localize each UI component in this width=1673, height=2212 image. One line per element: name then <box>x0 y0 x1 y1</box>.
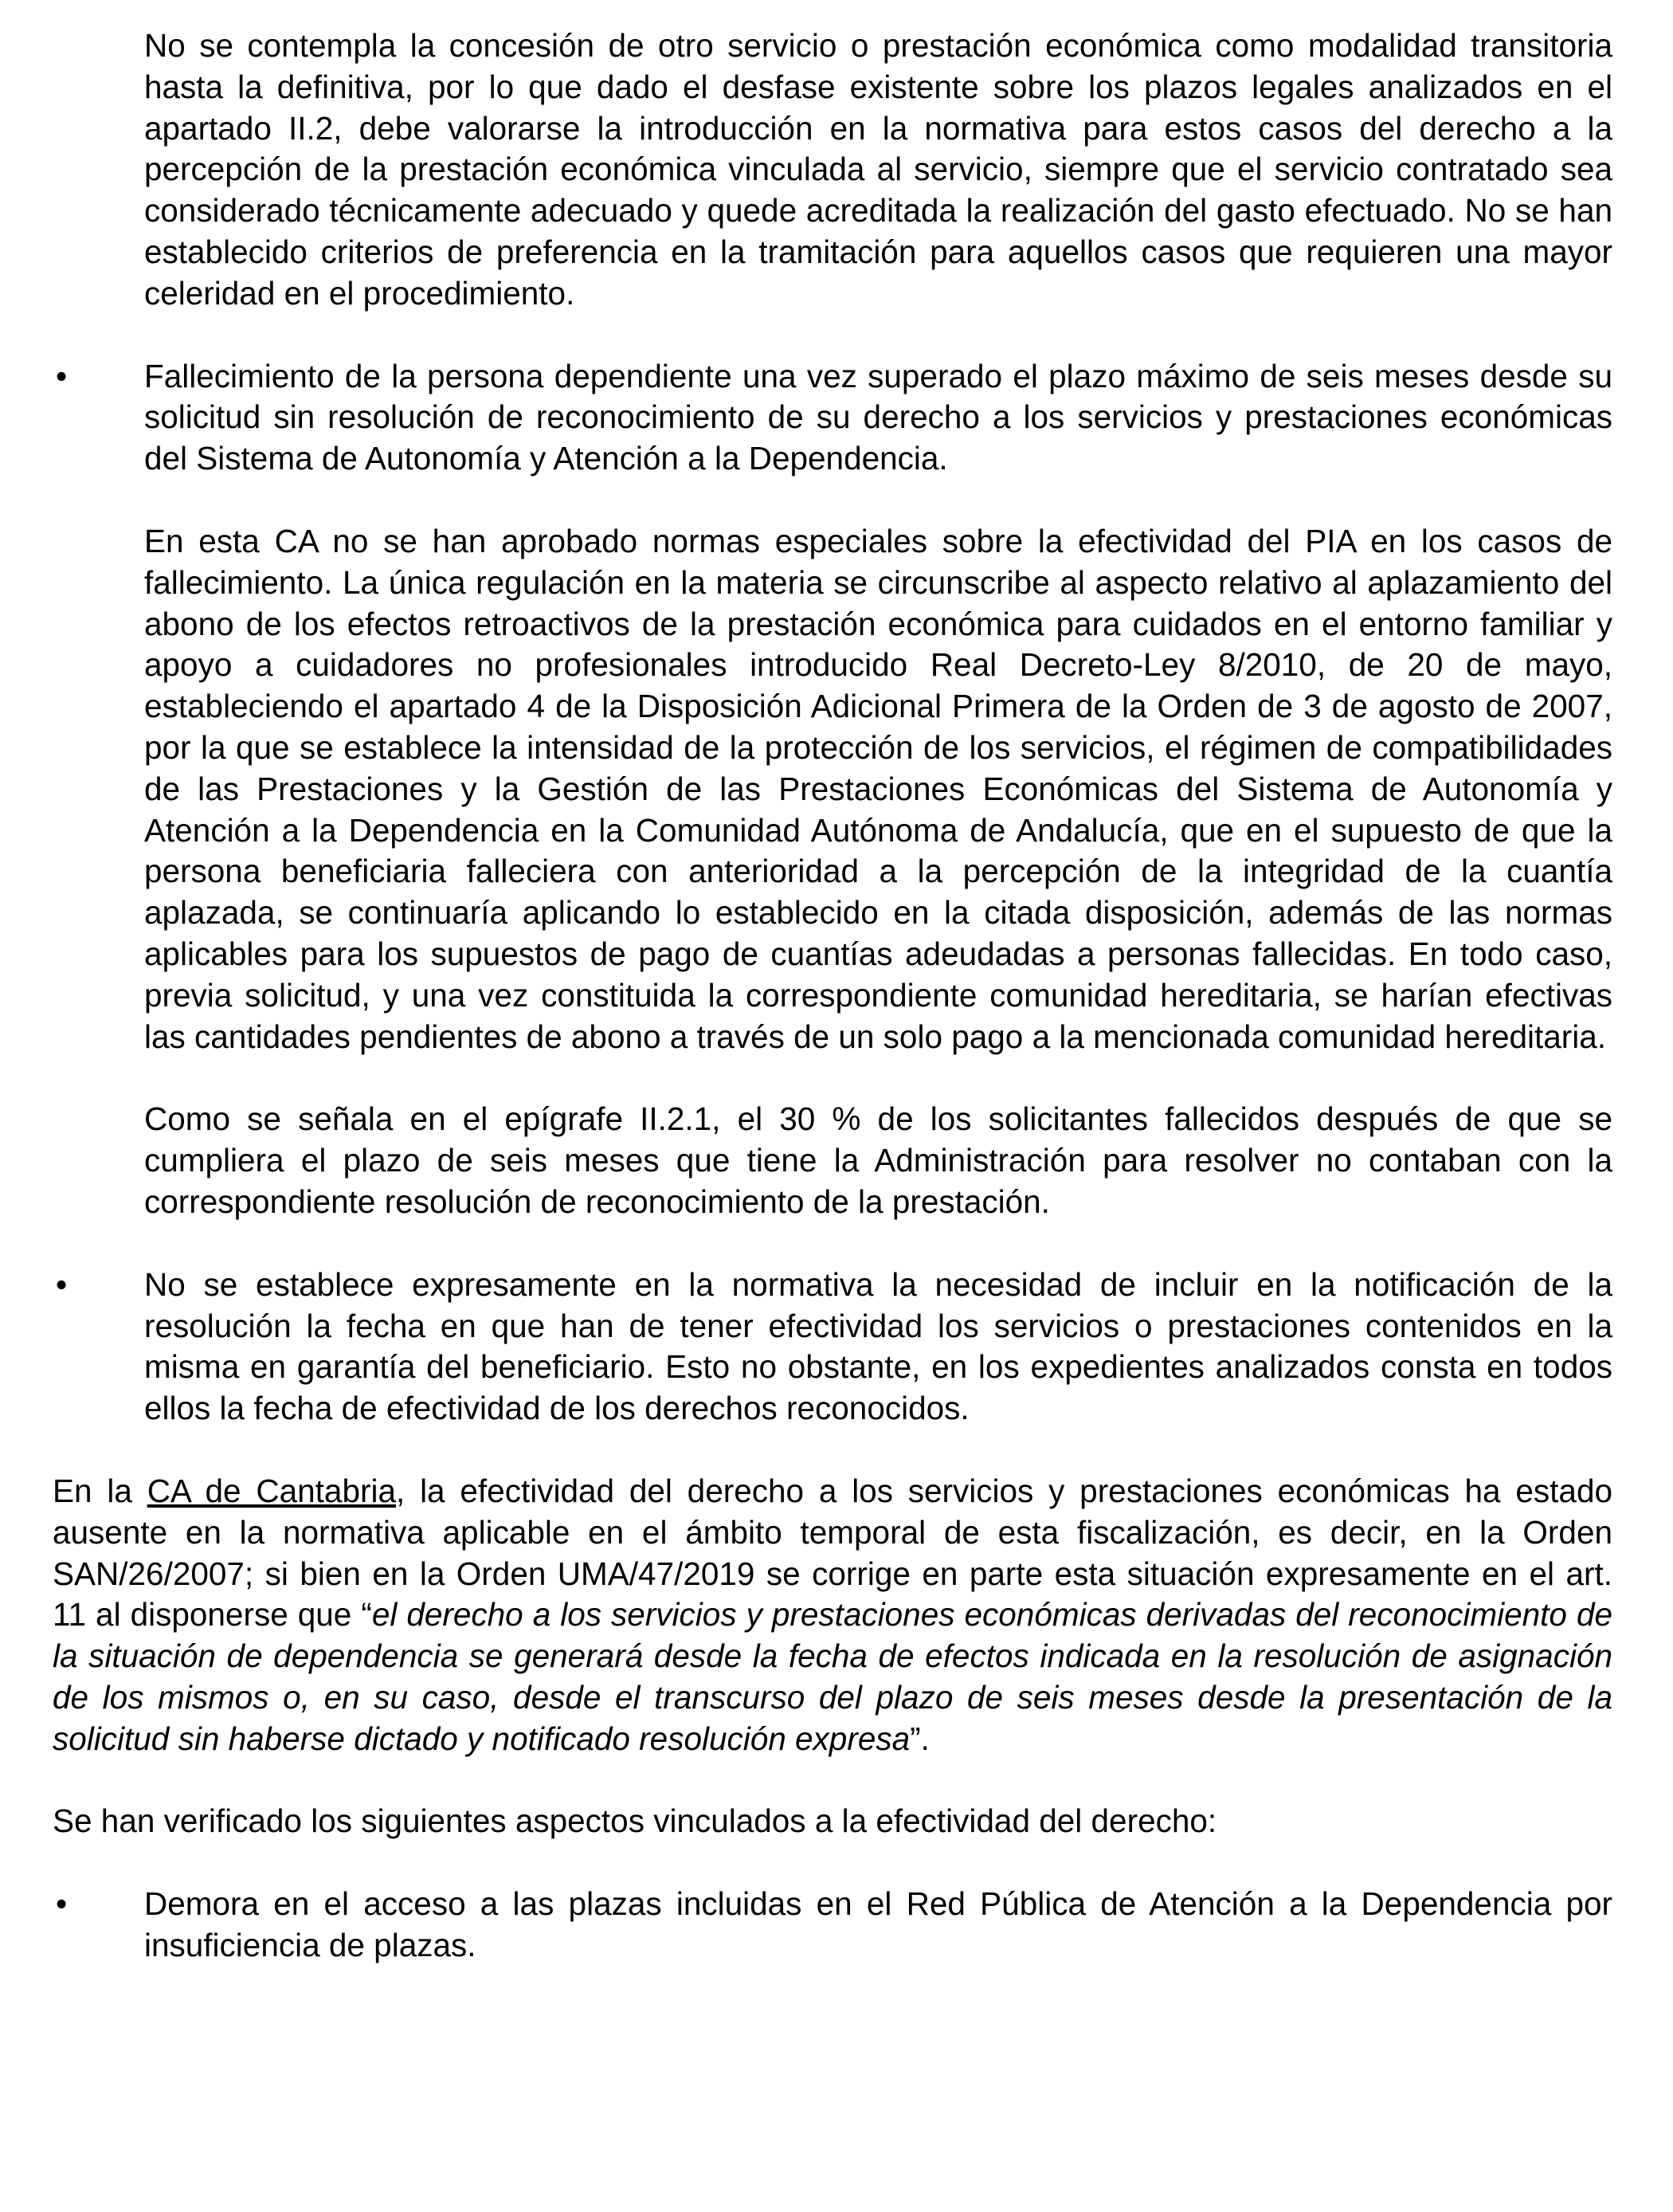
paragraph-no-transitional-benefit: No se contempla la concesión de otro servicio o prestación económica como modalidad transitoria hasta la definitiva, por lo que dado el desfase existente sobre los plazos legales analizados en el apartado II.2, debe valorarse la introducción en la normativa para estos casos del derecho a la percepción de la prestación económica vinculada al servicio, siempre que el servicio contratado sea considerado técnicamente adecuado y quede acreditada la realización del gasto efectuado. No se han establecido criterios de preferencia en la tramitación para aquellos casos que requieren una mayor celeridad en el procedimiento. <box>144 27 1612 312</box>
list-item-notification-date <box>56 1265 1612 1430</box>
document-page <box>53 25 1612 1967</box>
bullet-icon: • <box>56 1885 68 1923</box>
bullet-text-access-delay: Demora en el acceso a las plazas incluidas en el Red Pública de Atención a la Dependencia por insuficiencia de plazas. <box>144 1885 1612 1964</box>
list-item-death-after-deadline <box>56 356 1612 480</box>
cantabria-text: , la efectividad del derecho a los servicios y prestaciones económicas ha estado ausente en la normativa aplicable en el ámbito temporal de esta fiscalización, es decir, en la Orden SAN/26/2007; si bien en la Orden UMA/47/2019 se corrige en parte esta situación expresamente en el art. 11 al disponerse que “ <box>53 1472 1612 1634</box>
paragraph-deceased-applicants-stat: Como se señala en el epígrafe II.2.1, el 30 % de los solicitantes fallecidos después de que se cumpliera el plazo de seis meses que tiene la Administración para resolver no contaban con la correspondiente resolución de reconocimiento de la prestación. <box>144 1100 1612 1220</box>
paragraph-cantabria <box>53 1471 1612 1760</box>
bullet-text-notification-date: No se establece expresamente en la normativa la necesidad de incluir en la notificación de la resolución la fecha en que han de tener efectividad los servicios o prestaciones contenidos en la misma en garantía del beneficiario. Esto no obstante, en los expedientes analizados consta en todos ellos la fecha de efectividad de los derechos reconocidos. <box>144 1265 1612 1427</box>
cantabria-link-text: CA de Cantabria <box>147 1472 396 1509</box>
bullet-text-death-after-deadline: Fallecimiento de la persona dependiente una vez superado el plazo máximo de seis meses desde su solicitud sin resolución de reconocimiento de su derecho a los servicios y prestaciones económicas del Sistema de Autonomía y Atención a la Dependencia. <box>144 357 1612 477</box>
list-item-access-delay <box>56 1884 1612 1967</box>
cantabria-suffix: ”. <box>910 1720 930 1757</box>
cantabria-quote: el derecho a los servicios y prestaciones económicas derivadas del reconocimiento de la situación de dependencia se generará desde la fecha de efectos indicada en la resolución de asignación de los mismos o, en su caso, desde el transcurso del plazo de seis meses desde la presentación de la solicitud sin haberse dictado y notificado resolución expresa <box>53 1596 1612 1757</box>
cantabria-prefix: En la <box>53 1472 147 1509</box>
bullet-icon: • <box>56 357 68 394</box>
bullet-icon: • <box>56 1265 68 1303</box>
paragraph-pia-death-rules: En esta CA no se han aprobado normas especiales sobre la efectividad del PIA en los casos de fallecimiento. La única regulación en la materia se circunscribe al aspecto relativo al aplazamiento del abono de los efectos retroactivos de la prestación económica para cuidados en el entorno familiar y apoyo a cuidadores no profesionales introducido Real Decreto-Ley 8/2010, de 20 de mayo, estableciendo el apartado 4 de la Disposición Adicional Primera de la Orden de 3 de agosto de 2007, por la que se establece la intensidad de la protección de los servicios, el régimen de compatibilidades de las Prestaciones y la Gestión de las Prestaciones Económicas del Sistema de Autonomía y Atención a la Dependencia en la Comunidad Autónoma de Andalucía, que en el supuesto de que la persona beneficiaria falleciera con anterioridad a la percepción de la integridad de la cuantía aplazada, se continuaría aplicando lo establecido en la citada disposición, además de las normas aplicables para los supuestos de pago de cuantías adeudadas a personas fallecidas. En todo caso, previa solicitud, y una vez constituida la correspondiente comunidad hereditaria, se harían efectivas las cantidades pendientes de abono a través de un solo pago a la mencionada comunidad hereditaria. <box>144 522 1612 1055</box>
paragraph-verified-aspects: Se han verificado los siguientes aspectos vinculados a la efectividad del derecho: <box>53 1802 1217 1840</box>
